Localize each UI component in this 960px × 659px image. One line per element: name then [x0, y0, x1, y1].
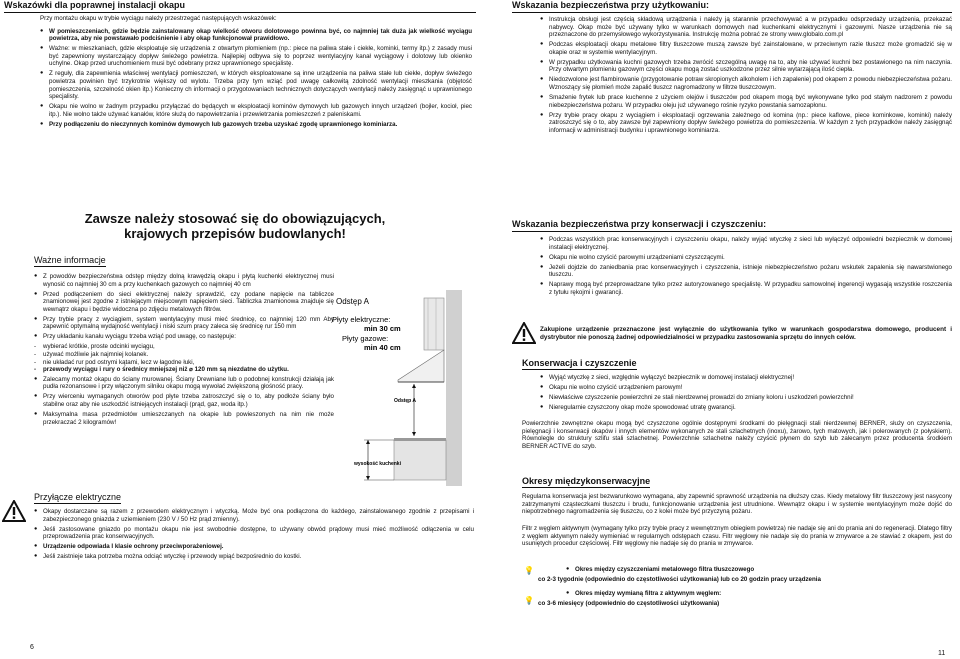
diagram-label-a-small: Odstęp A [394, 398, 417, 404]
metal-filter-item: ● Okres między czyszczeniami metalowego filtra tłuszczowego [566, 566, 952, 574]
intended-use-note: Zakupione urządzenie przeznaczone jest wyłącznie do użytkowania tylko w warunkach gospodarstwa domowego, producent i dystrybutor nie ponoszą żadnej odpowiedzialności w przypadku zastosowania sprzętu do innych celów. [540, 326, 952, 341]
lightbulb-icon: 💡 [524, 596, 534, 605]
periods-paragraph: Regularna konserwacja jest bezwarunkowo wymagana, aby zapewnić sprawność urządzenia na dłuższy czas. Kiedy metalowy filtr tłuszczowy jest nasycony zatrzymanymi cząsteczkami tłuszczu i brudu, funkcjonowanie urządzenia jest utrudnione. Wewnątrz okapu i w systemie wentylacyjnym może dojść do niepotrzebnego nagromadzenia się tłuszczu, co z kolei może być przyczyną pożaru. [522, 493, 952, 516]
maintenance-safety-item: ● Podczas wszystkich prac konserwacyjnych i czyszczeniu okapu, należy wyjąć wtyczkę z sieci lub wyłączyć odpowiedni bezpiecznik w domowej instalacji elektrycznej. [540, 236, 952, 251]
safety-item: ● Smażenie frytek lub prace kuchenne z użyciem olejów i tłuszczów pod okapem mogą być wykonywane tylko pod stałym nadzorem z powodu niebezpieczeństwa pożaru. W przypadku oleju już używanego rośnie ryzyko powstania samozapłonu. [540, 94, 952, 109]
important-list [34, 273, 334, 341]
important-item: ● Maksymalna masa przedmiotów umieszczanych na okapie lub powieszonych na nim nie może przekraczać 2 kilogramów! [34, 411, 334, 426]
electric-title: Przyłącze elektryczne [34, 492, 122, 502]
warning-icon [2, 500, 26, 522]
safety-item: ● Przy trybie pracy okapu z wyciągiem i eksploatacji ogrzewania zależnego od komina (np.: piece kaflowe, piece kominkowe, kominki) należy zatroszczyć się o to, aby zawsze był zapewniony dopływ świeżego powietrza do pomieszczenia. W każdym z tych przypadków należy zasięgnąć informacji w administracji budynku i uprawnionego kominiarza. [540, 112, 952, 135]
install-title: Wskazówki dla poprawnej instalacji okapu [4, 0, 476, 13]
duct-rule: - wybierać krótkie, proste odcinki wyciągu, [34, 343, 334, 351]
carbon-filter-item: ● Okres między wymianą filtra z aktywnym węglem: [566, 590, 952, 598]
install-item: ● Z reguły, dla zapewnienia właściwej wentylacji pomieszczeń, w których eksploatowane są inne urządzenia na paliwa stałe lub ciekłe, dopływ świeżego powietrza powinien być trzykrotnie większy od wylotu. Trzeba przy tym wziąć pod uwagę całkowitą zdolność wentylacji mieszkania (objętość pomieszczenia, szczelność okien itp.) Konieczny ch informacji o przygotowaniach technicznych dotyczących wentylacji należy zasięgnąć u uprawnionego specjalisty. [40, 70, 472, 100]
cleaning-item: ● Wyjąć wtyczkę z sieci, względnie wyłączyć bezpiecznik w domowej instalacji elektrycznej! [540, 374, 952, 382]
cleaning-paragraph: Powierzchnie zewnętrzne okapu mogą być czyszczone ogólnie dostępnymi środkami do pielęgnacji stali nierdzewnej BERNER, służy on czyszczenia, pielęgnacji i konserwacji okapów i innych elementów wykonanych ze stali szlachetnych (inoxu), żarowo, tych matowych, jak i polerowanych (z połyskiem). Równolegle do struktury szlifu stali szlachetnej. Powierzchnie szlachetne należy czyścić płynem do szyb lub zalecanym przez producenta środkiem BERNER ACTIVE do szyb. [522, 420, 952, 450]
safety-list [540, 16, 952, 134]
safety-item: ● Podczas eksploatacji okapu metalowe filtry tłuszczowe muszą zawsze być zainstalowane, w przeciwnym razie tłuszcz może gromadzić się w okapie oraz w systemie wentylacyjnym. [540, 41, 952, 56]
duct-rule: - nie układać rur pod ostrymi kątami, lecz w łagodne łuki, [34, 359, 334, 367]
carbon-filter-list [566, 590, 952, 598]
diagram-label-a: Odstęp A [336, 297, 369, 306]
important-item: ● Z powodów bezpieczeństwa odstęp między dolną krawędzią okapu i płytą kuchenki elektrycznej musi wynosić co najmniej 30 cm a przy kuchenkach gazowych co najmniej 40 cm [34, 273, 334, 288]
electric-item: ● Jeśli zaistnieje taka potrzeba można odciąć wtyczkę i przewody wpiąć bezpośrednio do kostki. [34, 553, 474, 561]
important-item: ● Przed podłączeniem do sieci elektrycznej należy sprawdzić, czy podane napięcie na tabliczce znamionowej jest zgodne z istniejącym miejscowym napięciem sieci. Tabliczka znamionowa znajduje się wewnątrz okapu i będzie widoczna po zdjęciu metalowych filtrów. [34, 291, 334, 314]
install-item: ● Ważne: w mieszkaniach, gdzie eksploatuje się urządzenia z otwartym płomieniem (np.: piece na paliwa stałe i ciekłe, kominki, termy itp.) z zasady musi być zapewniony wystarczający dopływ świeżego powietrza. Najlepiej odbywa się to poprzez wentylacyjny kanał wyciągowy i dolotowy lub okienko uchylne. Okap przed uruchomieniem musi być odebrany przez uprawnionego specjalistę. [40, 45, 472, 68]
install-list [40, 28, 472, 129]
safety-item: ● Niedozwolone jest flambirowanie (przygotowanie potraw skropionych alkoholem i ich zapalenie) pod okapem z powodu niebezpieczeństwa pożaru. Wznoszący się płomień może zapalić tłuszcz nagromadzony w filtrze tłuszczowym. [540, 76, 952, 91]
cleaning-item: ● Okapu nie wolno czyścić urządzeniem parowym! [540, 384, 952, 392]
periods-title: Okresy międzykonserwacyjne [522, 476, 651, 486]
diagram-label-gas: Płyty gazowe: [342, 334, 389, 343]
important-title: Ważne informacje [34, 255, 106, 265]
warning-icon [512, 322, 536, 344]
carbon-filter-period: co 3-6 miesięcy (odpowiednio do częstotliwości użytkowania) [538, 599, 720, 607]
important-item: ● Zalecamy montaż okapu do ściany murowanej. Ściany Drewniane lub o podobnej konstrukcji działają jak pudła rezonansowe i przy włączonym silniku okapu mogą wywołać zwiększoną głośność pracy. [34, 376, 334, 391]
install-item: ● Przy podłączeniu do nieczynnych kominów dymowych lub gazowych trzeba uzyskać zgodę uprawnionego kominiarza. [40, 121, 472, 129]
cleaning-item: ● Nieregularnie czyszczony okap może spowodować utratę gwarancji. [540, 404, 952, 412]
maintenance-safety-item: ● Okapu nie wolno czyścić parowymi urządzeniami czyszczącymi. [540, 254, 952, 262]
safety-item: ● W przypadku użytkowania kuchni gazowych trzeba zwrócić szczególną uwagę na to, aby nie używać kuchni bez postawionego na nim naczynia. Przy otwartym płomieniu gazowym części okapu mogą zostać uszkodzone przez silnie wytarzającą ilość ciepła. [540, 59, 952, 74]
page-number-right: 11 [938, 650, 946, 657]
cleaning-title: Konserwacja i czyszczenie [522, 358, 637, 368]
diagram-value-cooktop: min 30 cm [364, 324, 401, 333]
important-item: ● Przy układaniu kanału wyciągu trzeba wziąć pod uwagę, co następuje: [34, 333, 334, 341]
lightbulb-icon: 💡 [524, 566, 534, 575]
diagram-value-gas: min 40 cm [364, 343, 401, 352]
maintenance-safety-list [540, 236, 952, 296]
safety-title: Wskazania bezpieczeństwa przy użytkowaniu: [512, 0, 952, 13]
metal-filter-period: co 2-3 tygodnie (odpowiednio do częstotliwości użytkowania) lub co 20 godzin pracy urządzenia [538, 576, 821, 584]
important-item: ● Przy wierceniu wymaganych otworów pod płyte trzeba zatroszczyć się o to, aby podłoże ściany było stabilne oraz aby nie uszkodzić istniejących instalacji (prąd, gaz, woda itp.) [34, 393, 334, 408]
diagram-label-cooktop: Płyty elektryczne: [332, 315, 391, 324]
electric-item: ● Jeśli zastosowane gniazdo po montażu okapu nie jest swobodnie dostępne, to używany obwód prądowy musi mieć możliwość odłączenia w celu przeprowadzenia prac konserwacyjnych. [34, 526, 474, 541]
duct-rule: - przewody wyciągu i rury o średnicy mniejszej niż ⌀ 120 mm są niezdatne do użytku. [34, 366, 334, 374]
cleaning-list [540, 374, 952, 412]
maintenance-safety-item: ● Naprawy mogą być przeprowadzane tylko przez autoryzowanego specjalistę. W przypadku samowolnej ingerencji wygasają wszystkie roszczenia z tytułu rękojmi i gwarancji. [540, 281, 952, 296]
install-item: ● W pomieszczeniach, gdzie będzie zainstalowany okap wielkość otworu dolotowego powinna być, co najmniej tak duża jak wielkość wyciągu powietrza, aby nie powstawało podciśnienie i aby okap funkcjonował prawidłowo. [40, 28, 472, 43]
maintenance-safety-title: Wskazania bezpieczeństwa przy konserwacji i czyszczeniu: [512, 219, 952, 232]
electric-item: ● Urządzenie odpowiada I klasie ochrony przeciwporażeniowej. [34, 543, 474, 551]
duct-rules-list [34, 343, 334, 373]
building-regulations-slogan: Zawsze należy stosować się do obowiązujących, krajowych przepisów budowlanych! [84, 211, 386, 241]
diagram-label-height: wysokość kuchenki [354, 461, 401, 467]
cleaning-item: ● Niewłaściwe czyszczenie powierzchni ze stali nierdzewnej prowadzi do zmiany koloru i uszkodzeń powierzchni! [540, 394, 952, 402]
safety-item: ● Instrukcja obsługi jest częścią składową urządzenia i należy ją starannie przechowywać a w przypadku odsprzedaży urządzenia, przekazać nabywcy. Okap może być używany tylko w warunkach domowych nad kuchenkami elektrycznymi i gazowymi. Nasze urządzenia nie są przeznaczone do przemysłowego wykorzystywania. Instrukcję można pobrać ze strony www.globalo.com.pl [540, 16, 952, 39]
maintenance-safety-item: ● Jeżeli dojdzie do zaniedbania prac konserwacyjnych i czyszczenia, istnieje niebezpieczeństwo pożaru wskutek zapalenia się nawarstwionego tłuszczu. [540, 264, 952, 279]
important-item: ● Przy trybie pracy z wyciągiem, system wentylacyjny musi mieć średnicę, co najmniej 120 mm Aby zapewnić optymalną wydajność wentylacji i niski szum pracy zaleca się średnicę rur 150 mm [34, 316, 334, 331]
install-item: ● Okapu nie wolno w żadnym przypadku przyłączać do będących w eksploatacji kominów dymowych lub gazowych innych urządzeń (bojler, kocioł, piec itp.). Nie wolno także używać kanałów, które służą do napowietrzania i przewietrzania pomieszczeń z paleniskami. [40, 103, 472, 118]
install-intro: Przy montażu okapu w trybie wyciągu należy przestrzegać następujących wskazówek: [40, 15, 277, 22]
important-list-2 [34, 376, 334, 426]
hood-distance-diagram [328, 290, 470, 486]
page-number-left: 6 [30, 644, 34, 651]
periods-paragraph-2: Filtr z węglem aktywnym (wymagany tylko przy trybie pracy z wewnętrznym obiegiem powietrza) nie nadaje się ani do prania ani do regeneracji. Dlatego filtry z węglem aktywnym należy wymieniać w regularnych odstępach czasu. Filtr węglowy nie nadaje się do prania w zmywarce a ze stawiać z okapem, jest do usuniętych procedur częściowej. Filtr węglowy nie nadaje się do prania w zmywarce. [522, 525, 952, 548]
electric-item: ● Okapy dostarczane są razem z przewodem elektrycznym i wtyczką. Może być ona podłączona do każdego, zainstalowanego zgodnie z przepisami i zabezpieczonego gniazda z uziemieniem (230 V / 50 Hz prąd zmienny). [34, 508, 474, 523]
metal-filter-list [566, 566, 952, 574]
electric-list [34, 508, 474, 561]
duct-rule: - używać możliwie jak najmniej kolanek. [34, 351, 334, 359]
